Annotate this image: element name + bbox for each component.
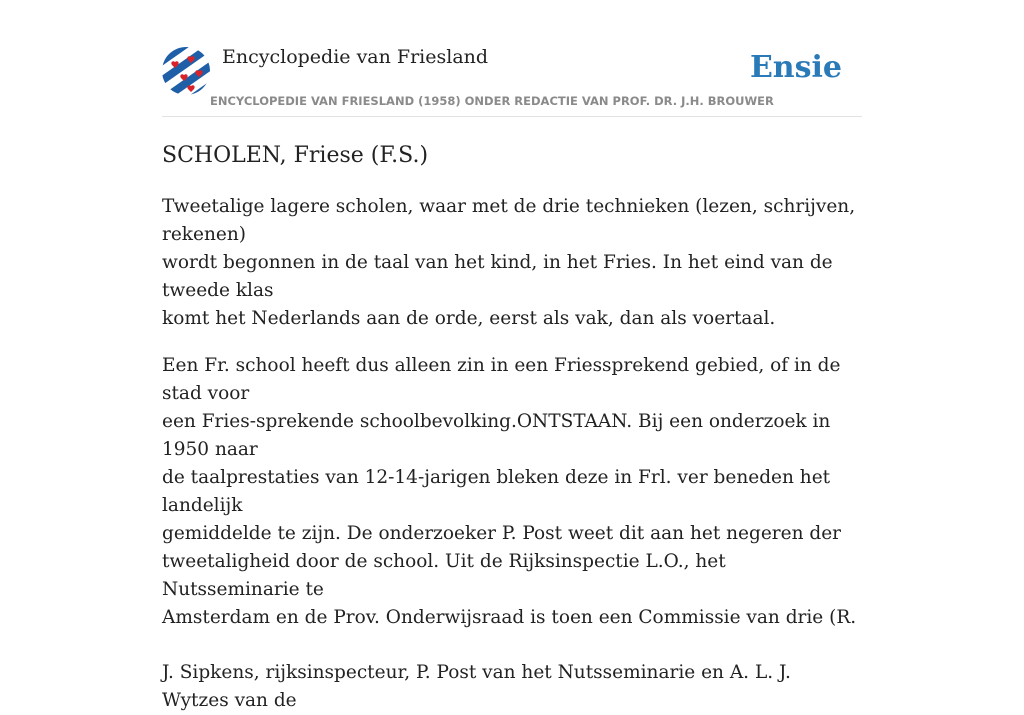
article-paragraph-2: Een Fr. school heeft dus alleen zin in een Friessprekend gebied, of in de stad voor een Fries-sprekende schoolbevolking.ONTSTAAN. Bij een onderzoek in 1950 naar de taalprestaties van 12-14-jarigen bleken deze in Frl. ver beneden het landelijk gemiddelde te zijn. De onderzoeker P. Post weet dit aan het negeren der tweetaligheid door de school. Uit de Rijksinspectie L.O., het Nutsseminarie te Amsterdam en de Prov. Onderwijsraad is toen een Commissie van drie (R. xyxy=(162,355,857,628)
site-header xyxy=(162,0,862,117)
site-subtitle: ENCYCLOPEDIE VAN FRIESLAND (1958) ONDER REDACTIE VAN PROF. DR. J.H. BROUWER xyxy=(210,94,774,108)
article-paragraph-3: J. Sipkens, rijksinspecteur, P. Post van het Nutsseminarie en A. L. J. Wytzes van de xyxy=(162,662,791,711)
article-paragraph-1: Tweetalige lagere scholen, waar met de drie technieken (lezen, schrijven, rekenen) wordt begonnen in de taal van het kind, in het Fries. In het eind van de tweede klas komt het Nederlands aan de orde, eerst als vak, dan als voertaal. xyxy=(162,196,856,329)
site-title[interactable]: Encyclopedie van Friesland xyxy=(222,46,489,68)
frisian-flag-icon[interactable] xyxy=(162,47,210,95)
article-title: SCHOLEN, Friese (F.S.) xyxy=(162,143,429,168)
content-container xyxy=(162,0,862,715)
brand-logo[interactable]: Ensie xyxy=(749,50,842,85)
